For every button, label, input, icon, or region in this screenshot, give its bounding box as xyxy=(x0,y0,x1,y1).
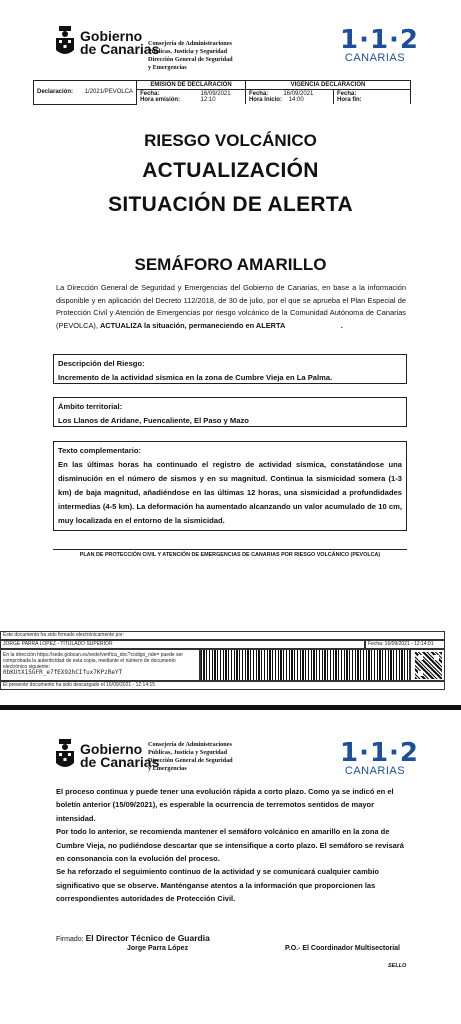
texto-complementario-box xyxy=(53,441,407,531)
ambito-territorial-box xyxy=(53,397,407,427)
declaration-table xyxy=(33,80,411,105)
qr-code-icon xyxy=(415,652,442,679)
consejeria-block xyxy=(148,40,248,72)
title-riesgo-volcanico: RIESGO VOLCÁNICO xyxy=(144,131,317,150)
texto-label: Texto complementario: xyxy=(58,446,141,455)
gobierno-canarias-logo xyxy=(54,739,159,773)
descripcion-riesgo-box xyxy=(53,354,407,384)
signature-downloaded: El presente documento ha sido descargado el 16/09/2021 - 12:14:15 xyxy=(0,681,445,690)
title-situacion-alerta: SITUACIÓN DE ALERTA xyxy=(108,193,353,216)
title-actualizacion: ACTUALIZACIÓN xyxy=(142,159,319,182)
hora-fin-label: Hora fin: xyxy=(337,97,362,103)
page2-paragraph: Se ha reforzado el seguimiento continuo de la actividad y se comunicará cualquier cambio significativo que se observe. Manténganse atentos a la información que proporcionen las correspondientes autoridades de Protección Civil. xyxy=(56,867,380,904)
logo-112-text: CANARIAS xyxy=(344,52,406,64)
logo-text-canarias: de Canarias xyxy=(80,754,160,770)
logo-text-canarias: de Canarias xyxy=(80,41,160,57)
intro-text: La Dirección General de Seguridad y Emergencias del Gobierno de Canarias, en base a la información disponible y en aplicación del Decreto 112/2018, de 30 de julio, por el que se aprueba el Plan Especial de Protección Civil y Atención de Emergencias por riesgo volcánico de la Comunidad Autónoma de Canarias (PEVOLCA), xyxy=(56,283,406,330)
title-semaforo-amarillo: SEMÁFORO AMARILLO xyxy=(134,255,327,274)
emision-header: EMISIÓN DE DECLARACIÓN xyxy=(137,81,246,90)
ambito-value: Los Llanos de Aridane, Fuencaliente, El Paso y Mazo xyxy=(58,416,249,425)
verify-code: 0bKUtX15GFR_e7fEX92hCIfux7KPzReYT xyxy=(3,669,123,676)
fecha-vigencia-label: Fecha: xyxy=(248,91,269,97)
fecha-value: 16/09/2021 xyxy=(200,91,231,97)
logo-text-gobierno: Gobierno xyxy=(80,741,143,757)
firmado-name: Jorge Parra López xyxy=(127,945,189,952)
consejeria-line: y Emergencias xyxy=(148,64,187,71)
logo-112-number: 1·1·2 xyxy=(340,25,420,55)
hora-emision-label: Hora emisión: xyxy=(140,97,181,103)
consejeria-block xyxy=(148,741,248,773)
pevolca-footer: PLAN DE PROTECCIÓN CIVIL Y ATENCIÓN DE EMERGENCIAS DE CANARIAS POR RIESGO VOLCÁNICO (PEVOLCA) xyxy=(53,549,407,558)
texto-value: En las últimas horas ha continuado el registro de actividad sísmica, constatándose una disminución en el número de sismos y en su magnitud. Continua la sismicidad somera (1-3 km) de baja magnitud, añadiéndose en las últimas 12 horas, una sismicidad a profundidades intermedias (4-5 km). La deformación ha aumentado alcanzando un valor acumulado de 10 cm, muy localizada en el entorno de la sismicidad. xyxy=(58,460,402,525)
consejeria-line: Consejería de Administraciones xyxy=(148,741,232,748)
fecha-vigencia-value: 16/09/2021 xyxy=(283,91,314,97)
canarias-coat-of-arms-icon xyxy=(54,26,76,60)
hora-inicio-value: 14:00 xyxy=(288,97,304,103)
firmado-label: Firmado: xyxy=(56,936,84,943)
descripcion-label: Descripción del Riesgo: xyxy=(58,359,145,368)
signature-date: Fecha: 16/09/2021 - 12:14:01 xyxy=(365,640,445,649)
signature-qr-cell xyxy=(410,649,445,681)
sello-label: SELLO xyxy=(388,963,407,969)
page2-paragraph: El proceso continua y puede tener una evolución rápida a corto plazo. Como ya se indicó en el boletín anterior (15/09/2021), es esperable la ocurrencia de terremotos sentidos de mayor intensidad. xyxy=(56,787,394,823)
logo-112-canarias xyxy=(340,738,420,777)
ambito-label: Ámbito territorial: xyxy=(58,402,123,411)
consejeria-line: y Emergencias xyxy=(148,765,187,772)
fecha-fin-label: Fecha: xyxy=(337,91,357,97)
firmado-role: El Director Técnico de Guardia xyxy=(85,933,210,943)
intro-bold-text: ACTUALIZA la situación, permaneciendo en ALERTA xyxy=(99,320,286,330)
consejeria-line: Públicas, Justicia y Seguridad xyxy=(148,48,228,55)
document-page-2 xyxy=(0,710,461,1024)
declaracion-label: Declaración: xyxy=(37,89,74,96)
signature-barcode xyxy=(200,649,410,681)
consejeria-line: Dirección General de Seguridad xyxy=(148,56,233,63)
signature-signer: JORGE PARRA LOPEZ - TITULADO SUPERIOR xyxy=(0,640,365,649)
declaracion-value: 1/2021/PEVOLCA xyxy=(84,89,134,96)
canarias-coat-of-arms-icon xyxy=(54,739,76,773)
signature-verify-text xyxy=(0,649,200,681)
vigencia-header: VIGENCIA DECLARACIÓN xyxy=(245,81,410,90)
page2-paragraph: Por todo lo anterior, se recomienda mantener el semáforo volcánico en amarillo en la zona de Cumbre Vieja, no pudiéndose descartar que se intensifique a corto plazo. El semáforo se revisará en consonancia con la evolución del proceso. xyxy=(56,827,404,864)
verify-text: En la dirección https://sede.gobcan.es/sede/verifica_doc?codigo_nde= puede ser comprobada la autenticidad de esta copia, mediante el número de documento electrónico siguiente: xyxy=(3,652,183,670)
logo-112-number: 1·1·2 xyxy=(340,738,420,768)
consejeria-line: Dirección General de Seguridad xyxy=(148,757,233,764)
logo-text-gobierno: Gobierno xyxy=(80,28,143,44)
logo-112-text: CANARIAS xyxy=(344,765,406,777)
hora-emision-value: 12:10 xyxy=(200,97,216,103)
logo-112-canarias xyxy=(340,25,420,64)
descripcion-value: Incremento de la actividad sísmica en la zona de Cumbre Vieja en La Palma. xyxy=(58,373,333,382)
coordinador-label: P.O.- El Coordinador Multisectorial xyxy=(285,945,400,952)
gobierno-canarias-logo xyxy=(54,26,159,60)
fecha-label: Fecha: xyxy=(140,91,160,97)
electronic-signature-block xyxy=(0,631,445,690)
signature-header: Este documento ha sido firmado electrónicamente por: xyxy=(0,631,445,640)
consejeria-line: Públicas, Justicia y Seguridad xyxy=(148,749,228,756)
intro-end: . xyxy=(340,320,343,330)
intro-paragraph xyxy=(56,282,406,332)
hora-inicio-label: Hora Inicio: xyxy=(248,97,282,103)
consejeria-line: Consejería de Administraciones xyxy=(148,40,232,47)
page2-body xyxy=(56,785,406,906)
firmado-line xyxy=(56,933,210,943)
